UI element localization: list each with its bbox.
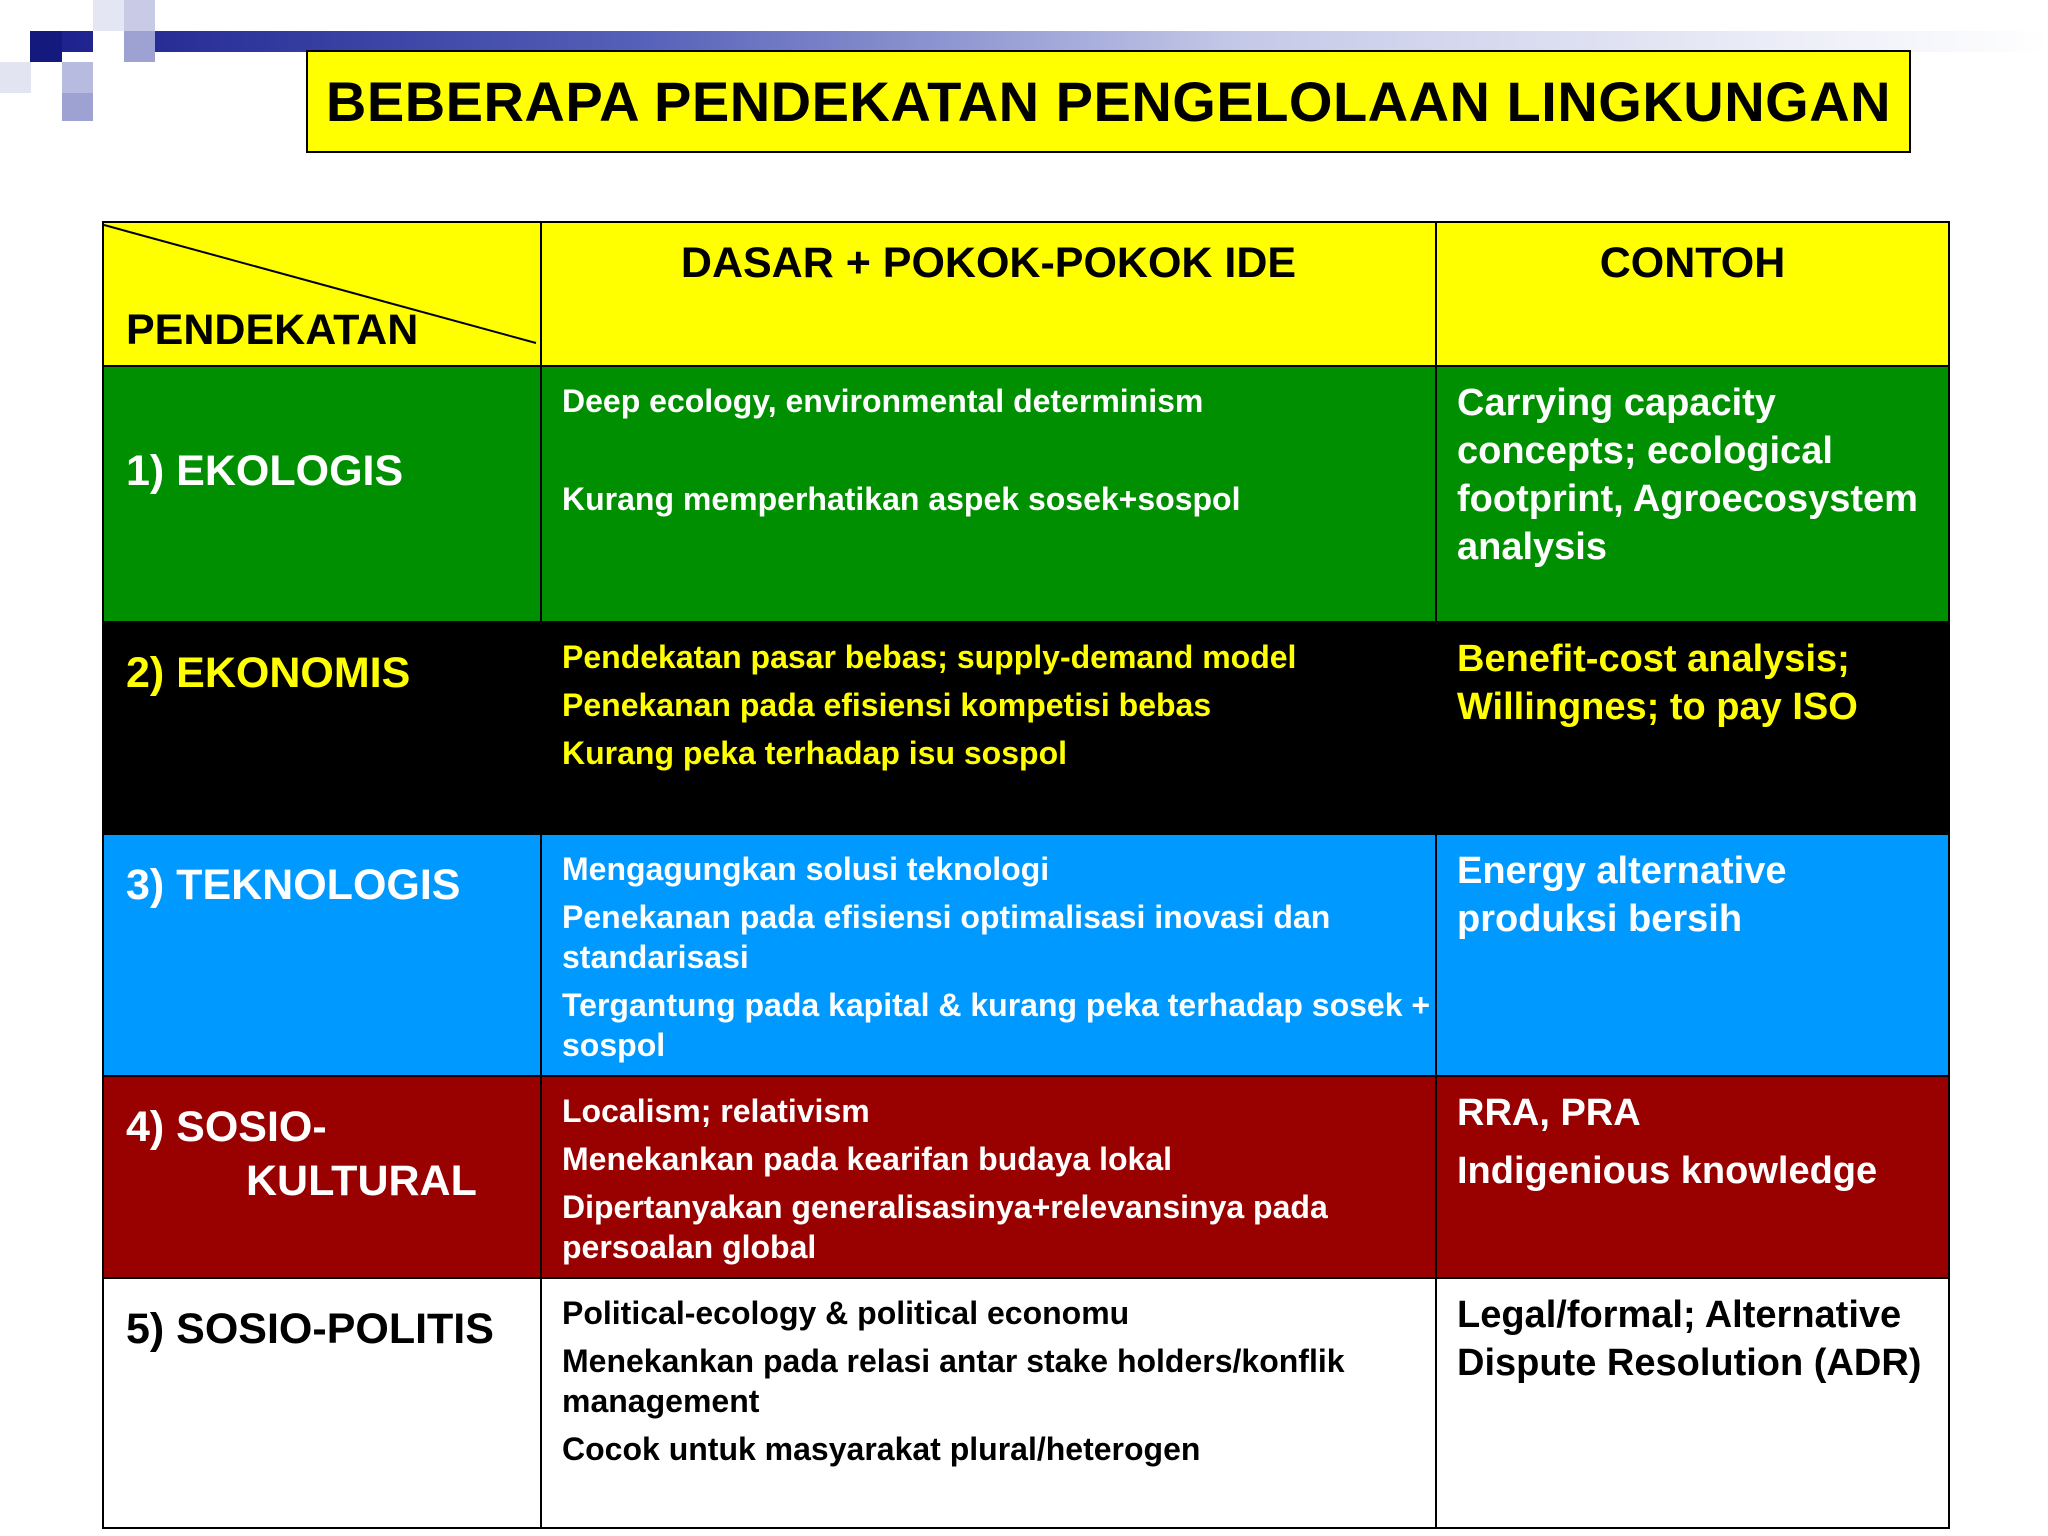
decor-square	[62, 93, 93, 121]
example-item: Carrying capacity concepts; ecological footprint, Agroecosystem analysis	[1457, 382, 1918, 568]
table-row-sosio-politis	[103, 1278, 1949, 1528]
example-item: Benefit-cost analysis; Willingnes; to pay ISO	[1457, 638, 1858, 728]
decor-square	[93, 62, 124, 93]
example-item: Legal/formal; Alternative Dispute Resolution (ADR)	[1457, 1294, 1922, 1384]
header-ideas-cell	[541, 222, 1436, 366]
table-row-teknologis	[103, 834, 1949, 1076]
header-approach-cell	[103, 222, 541, 366]
header-examples-label: CONTOH	[1599, 239, 1786, 287]
table-row-ekologis	[103, 366, 1949, 622]
example-item: RRA, PRA	[1457, 1092, 1641, 1134]
example-item: Energy alternative produksi bersih	[1457, 850, 1787, 940]
decor-square	[124, 0, 155, 31]
idea-item: Menekankan pada kearifan budaya lokal	[562, 1141, 1173, 1177]
approach-name: 2) EKONOMIS	[126, 649, 411, 697]
decor-square	[93, 0, 124, 31]
idea-item: Menekankan pada relasi antar stake holders/konflik management	[562, 1343, 1345, 1419]
idea-item: Cocok untuk masyarakat plural/heterogen	[562, 1431, 1201, 1467]
table-header-row	[103, 222, 1949, 366]
approach-name: 1) EKOLOGIS	[126, 447, 404, 495]
example-item: Indigenious knowledge	[1457, 1150, 1878, 1192]
idea-item: Political-ecology & political economu	[562, 1295, 1130, 1331]
approach-name-line1: 4) SOSIO-	[126, 1103, 327, 1151]
table-row-ekonomis	[103, 622, 1949, 834]
decor-square	[93, 31, 124, 62]
approach-name	[104, 1077, 540, 1209]
header-approach-label: PENDEKATAN	[126, 306, 419, 354]
idea-item: Penekanan pada efisiensi kompetisi bebas	[562, 687, 1212, 723]
header-examples-cell	[1436, 222, 1949, 366]
table-row-sosio-kultural	[103, 1076, 1949, 1278]
decor-square	[30, 31, 62, 62]
approach-name-line2: KULTURAL	[246, 1156, 477, 1205]
decor-square	[124, 31, 155, 62]
approach-name: 3) TEKNOLOGIS	[126, 861, 461, 909]
idea-item: Penekanan pada efisiensi optimalisasi inovasi dan standarisasi	[562, 899, 1331, 975]
decor-square	[62, 0, 93, 31]
approach-name: 5) SOSIO-POLITIS	[126, 1305, 494, 1353]
idea-item: Tergantung pada kapital & kurang peka terhadap sosek + sospol	[562, 987, 1431, 1063]
idea-item: Mengagungkan solusi teknologi	[562, 851, 1050, 887]
header-gradient-bar	[30, 31, 2048, 52]
idea-item: Dipertanyakan generalisasinya+relevansinya pada persoalan global	[562, 1189, 1328, 1265]
approach-table	[102, 221, 1950, 1529]
idea-item: Kurang peka terhadap isu sospol	[562, 735, 1067, 771]
decor-square	[0, 62, 31, 93]
header-ideas-label: DASAR + POKOK-POKOK IDE	[680, 239, 1297, 287]
slide-title: BEBERAPA PENDEKATAN PENGELOLAAN LINGKUNGAN	[306, 50, 1911, 153]
idea-item: Kurang memperhatikan aspek sosek+sospol	[562, 481, 1241, 517]
idea-item: Deep ecology, environmental determinism	[562, 383, 1204, 419]
idea-item: Pendekatan pasar bebas; supply-demand model	[562, 639, 1297, 675]
decor-square	[62, 62, 93, 93]
idea-item: Localism; relativism	[562, 1093, 870, 1129]
